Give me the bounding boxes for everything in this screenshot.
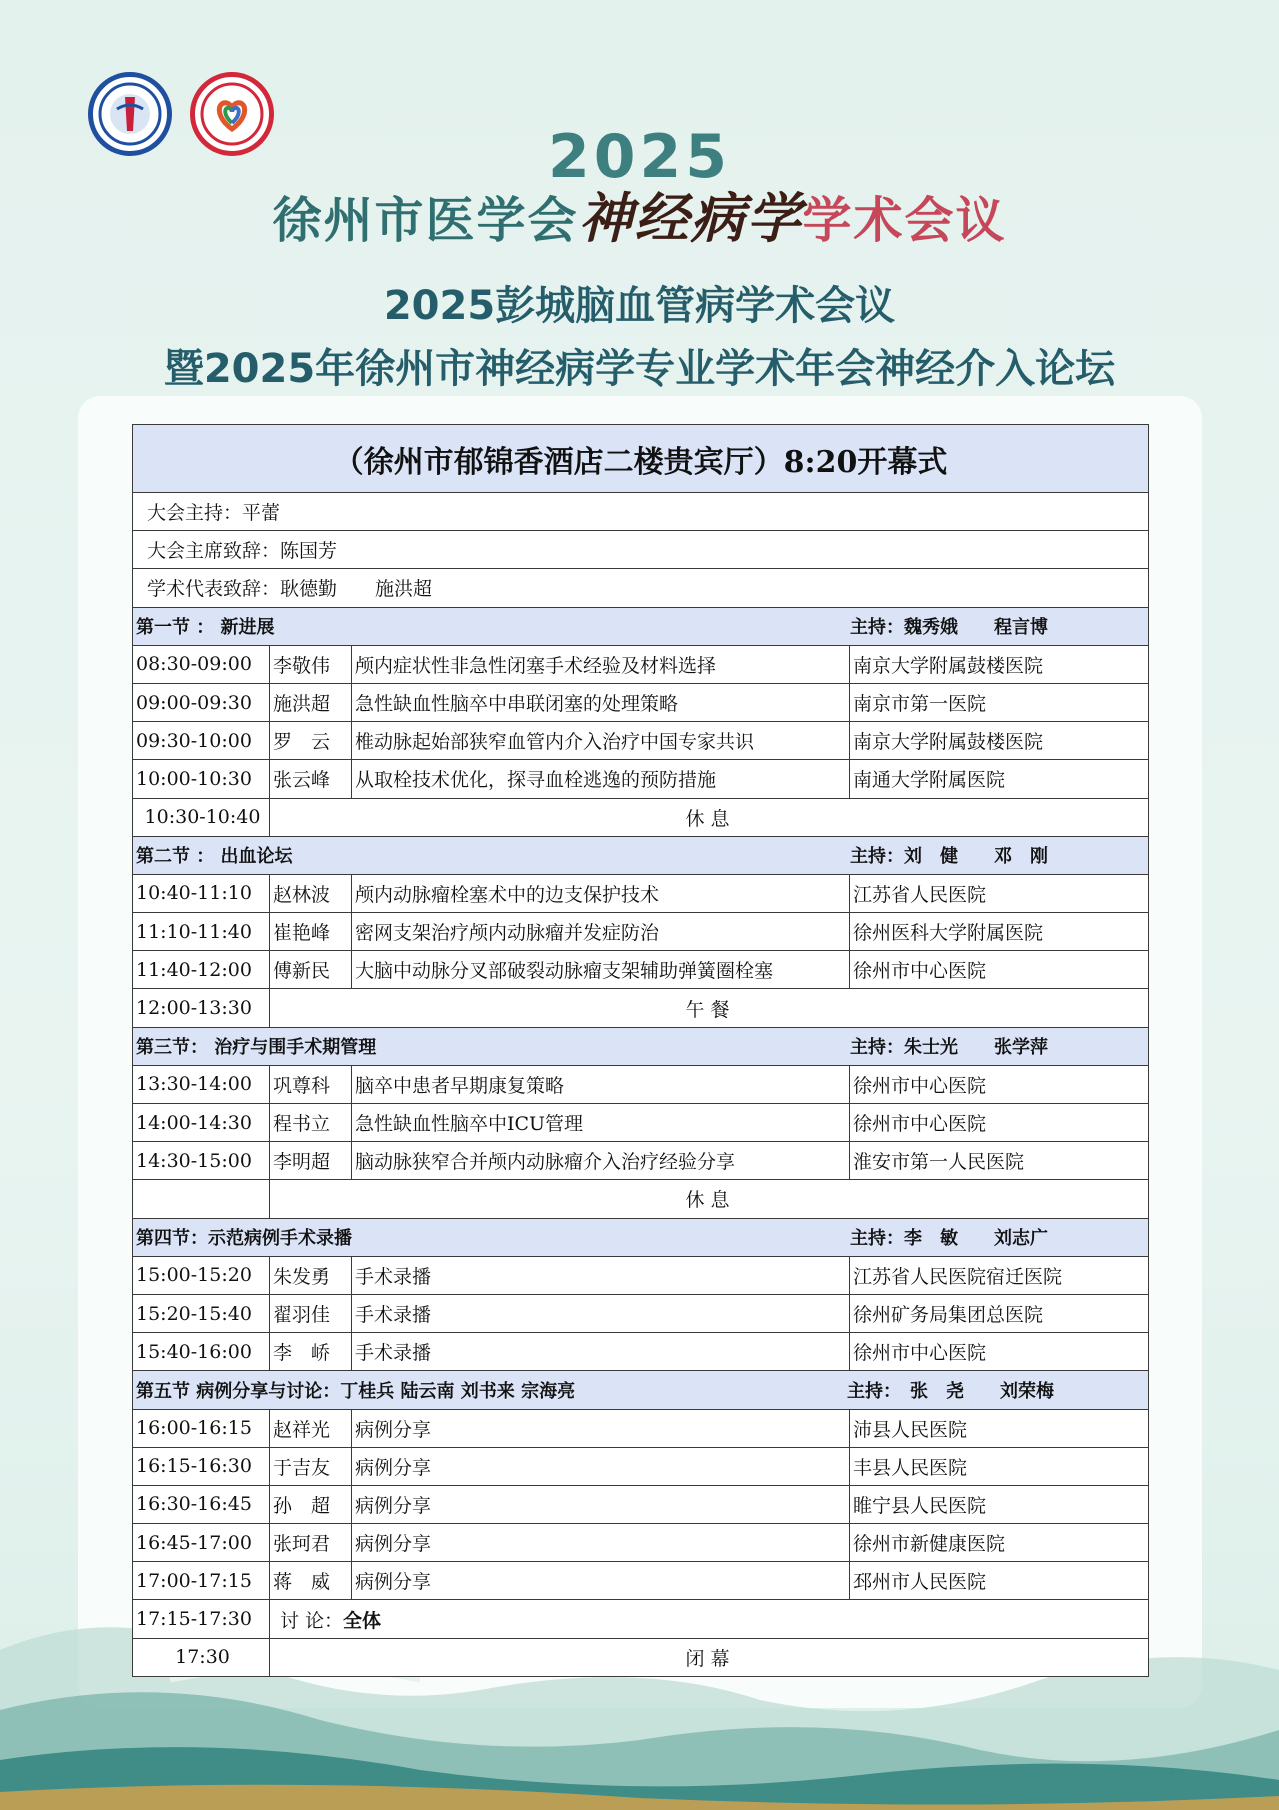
opening-chair-speech: 大会主席致辞：陈国芳 bbox=[133, 531, 1149, 569]
section-header bbox=[133, 607, 1149, 645]
speaker-cell: 于吉友 bbox=[270, 1447, 352, 1485]
table-row bbox=[133, 1104, 1149, 1142]
title-part-calligraphy: 神经病学 bbox=[578, 186, 803, 250]
speaker-cell: 翟羽佳 bbox=[270, 1294, 352, 1332]
break-row bbox=[133, 798, 1149, 836]
section-header bbox=[133, 1371, 1149, 1409]
org-cell: 南京市第一医院 bbox=[850, 683, 1149, 721]
org-cell: 南通大学附属医院 bbox=[850, 760, 1149, 798]
topic-cell: 病例分享 bbox=[352, 1562, 850, 1600]
topic-cell: 急性缺血性脑卒中ICU管理 bbox=[352, 1104, 850, 1142]
topic-cell: 颅内动脉瘤栓塞术中的边支保护技术 bbox=[352, 874, 850, 912]
org-cell: 淮安市第一人民医院 bbox=[850, 1142, 1149, 1180]
topic-cell: 密网支架治疗颅内动脉瘤并发症防治 bbox=[352, 913, 850, 951]
subtitle-1: 2025彭城脑血管病学术会议 bbox=[383, 283, 896, 329]
table-row bbox=[133, 1485, 1149, 1523]
topic-cell: 颅内症状性非急性闭塞手术经验及材料选择 bbox=[352, 645, 850, 683]
table-row bbox=[133, 913, 1149, 951]
section-host: 主持：李 敏 刘志广 bbox=[850, 1228, 1049, 1250]
speaker-cell: 蒋 威 bbox=[270, 1562, 352, 1600]
time-cell: 11:10-11:40 bbox=[133, 913, 270, 951]
table-row bbox=[133, 1409, 1149, 1447]
time-cell: 16:15-16:30 bbox=[133, 1447, 270, 1485]
topic-cell: 病例分享 bbox=[352, 1409, 850, 1447]
time-cell: 09:30-10:00 bbox=[133, 722, 270, 760]
topic-cell: 手术录播 bbox=[352, 1256, 850, 1294]
org-cell: 江苏省人民医院宿迁医院 bbox=[850, 1256, 1149, 1294]
speaker-cell: 孙 超 bbox=[270, 1485, 352, 1523]
topic-cell: 病例分享 bbox=[352, 1485, 850, 1523]
table-row bbox=[133, 1142, 1149, 1180]
table-row bbox=[133, 1256, 1149, 1294]
topic-cell: 手术录播 bbox=[352, 1333, 850, 1371]
section-host: 主持： 张 尧 刘荣梅 bbox=[847, 1380, 1055, 1402]
section-header bbox=[133, 1218, 1149, 1256]
org-cell: 睢宁县人民医院 bbox=[850, 1485, 1149, 1523]
org-cell: 丰县人民医院 bbox=[850, 1447, 1149, 1485]
table-row bbox=[133, 874, 1149, 912]
main-title bbox=[0, 176, 1279, 253]
topic-cell: 大脑中动脉分叉部破裂动脉瘤支架辅助弹簧圈栓塞 bbox=[352, 951, 850, 989]
table-row bbox=[133, 722, 1149, 760]
time-cell: 17:15-17:30 bbox=[133, 1600, 270, 1638]
break-time: 10:30-10:40 bbox=[133, 798, 270, 836]
table-row bbox=[133, 645, 1149, 683]
table-row bbox=[133, 1524, 1149, 1562]
year-label: 2025 bbox=[548, 122, 731, 192]
section-header bbox=[133, 836, 1149, 874]
speaker-cell: 施洪超 bbox=[270, 683, 352, 721]
time-cell: 14:00-14:30 bbox=[133, 1104, 270, 1142]
org-cell: 徐州市中心医院 bbox=[850, 1104, 1149, 1142]
topic-cell: 椎动脉起始部狭窄血管内介入治疗中国专家共识 bbox=[352, 722, 850, 760]
section-host: 主持：刘 健 邓 刚 bbox=[850, 846, 1049, 868]
section-host: 主持：魏秀娥 程言博 bbox=[850, 617, 1049, 639]
table-row bbox=[133, 1447, 1149, 1485]
org-cell: 沛县人民医院 bbox=[850, 1409, 1149, 1447]
section-title: 第五节 病例分享与讨论：丁桂兵 陆云南 刘书来 宗海亮 bbox=[136, 1380, 576, 1402]
topic-cell: 病例分享 bbox=[352, 1524, 850, 1562]
table-row bbox=[133, 1065, 1149, 1103]
time-cell: 17:00-17:15 bbox=[133, 1562, 270, 1600]
org-cell: 徐州医科大学附属医院 bbox=[850, 913, 1149, 951]
speaker-cell: 巩尊科 bbox=[270, 1065, 352, 1103]
break-row bbox=[133, 989, 1149, 1027]
org-cell: 江苏省人民医院 bbox=[850, 874, 1149, 912]
topic-cell: 脑动脉狭窄合并颅内动脉瘤介入治疗经验分享 bbox=[352, 1142, 850, 1180]
title-part-org: 徐州市医学会 bbox=[272, 192, 579, 249]
break-label: 休息 bbox=[270, 798, 1149, 836]
time-cell: 16:00-16:15 bbox=[133, 1409, 270, 1447]
speaker-cell: 张珂君 bbox=[270, 1524, 352, 1562]
topic-cell: 从取栓技术优化，探寻血栓逃逸的预防措施 bbox=[352, 760, 850, 798]
topic-cell: 急性缺血性脑卒中串联闭塞的处理策略 bbox=[352, 683, 850, 721]
discussion-who: 全体 bbox=[343, 1609, 382, 1632]
table-row bbox=[133, 951, 1149, 989]
org-cell: 徐州市新健康医院 bbox=[850, 1524, 1149, 1562]
speaker-cell: 崔艳峰 bbox=[270, 913, 352, 951]
time-cell: 16:30-16:45 bbox=[133, 1485, 270, 1523]
time-cell: 15:00-15:20 bbox=[133, 1256, 270, 1294]
opening-academic-speech: 学术代表致辞：耿德勤 施洪超 bbox=[133, 569, 1149, 607]
table-row bbox=[133, 1562, 1149, 1600]
org-cell: 邳州市人民医院 bbox=[850, 1562, 1149, 1600]
time-cell: 09:00-09:30 bbox=[133, 683, 270, 721]
section-title: 第一节 ： 新进展 bbox=[136, 617, 275, 639]
opening-host: 大会主持：平蕾 bbox=[133, 493, 1149, 531]
title-part-meeting: 学术会议 bbox=[802, 192, 1007, 249]
section-title: 第二节 ： 出血论坛 bbox=[136, 846, 293, 868]
org-cell: 徐州市中心医院 bbox=[850, 951, 1149, 989]
table-row bbox=[133, 683, 1149, 721]
speaker-cell: 赵林波 bbox=[270, 874, 352, 912]
time-cell: 17:30 bbox=[133, 1638, 270, 1676]
topic-cell: 脑卒中患者早期康复策略 bbox=[352, 1065, 850, 1103]
closing-label: 闭幕 bbox=[270, 1638, 1149, 1676]
topic-cell: 手术录播 bbox=[352, 1294, 850, 1332]
discussion-row bbox=[133, 1600, 1149, 1638]
speaker-cell: 赵祥光 bbox=[270, 1409, 352, 1447]
speaker-cell: 李明超 bbox=[270, 1142, 352, 1180]
break-time bbox=[133, 1180, 270, 1218]
subtitle-2: 暨2025年徐州市神经病学专业学术年会神经介入论坛 bbox=[163, 346, 1116, 392]
org-cell: 徐州矿务局集团总医院 bbox=[850, 1294, 1149, 1332]
break-label: 休息 bbox=[270, 1180, 1149, 1218]
break-label: 午餐 bbox=[270, 989, 1149, 1027]
break-row bbox=[133, 1180, 1149, 1218]
section-title: 第三节： 治疗与围手术期管理 bbox=[136, 1037, 377, 1059]
org-cell: 南京大学附属鼓楼医院 bbox=[850, 722, 1149, 760]
table-row bbox=[133, 1294, 1149, 1332]
discussion-cell bbox=[270, 1600, 1149, 1638]
closing-row bbox=[133, 1638, 1149, 1676]
speaker-cell: 罗 云 bbox=[270, 722, 352, 760]
org-cell: 南京大学附属鼓楼医院 bbox=[850, 645, 1149, 683]
discussion-label: 讨 论： bbox=[280, 1609, 344, 1632]
time-cell: 15:20-15:40 bbox=[133, 1294, 270, 1332]
venue-header: （徐州市郁锦香酒店二楼贵宾厅）8:20开幕式 bbox=[133, 425, 1149, 493]
time-cell: 11:40-12:00 bbox=[133, 951, 270, 989]
section-host: 主持：朱士光 张学萍 bbox=[850, 1037, 1049, 1059]
speaker-cell: 李敬伟 bbox=[270, 645, 352, 683]
time-cell: 10:40-11:10 bbox=[133, 874, 270, 912]
time-cell: 10:00-10:30 bbox=[133, 760, 270, 798]
time-cell: 08:30-09:00 bbox=[133, 645, 270, 683]
org-cell: 徐州市中心医院 bbox=[850, 1065, 1149, 1103]
speaker-cell: 朱发勇 bbox=[270, 1256, 352, 1294]
table-row bbox=[133, 760, 1149, 798]
time-cell: 15:40-16:00 bbox=[133, 1333, 270, 1371]
schedule-table bbox=[132, 424, 1149, 1677]
break-time: 12:00-13:30 bbox=[133, 989, 270, 1027]
speaker-cell: 李 峤 bbox=[270, 1333, 352, 1371]
time-cell: 14:30-15:00 bbox=[133, 1142, 270, 1180]
topic-cell: 病例分享 bbox=[352, 1447, 850, 1485]
time-cell: 16:45-17:00 bbox=[133, 1524, 270, 1562]
speaker-cell: 张云峰 bbox=[270, 760, 352, 798]
time-cell: 13:30-14:00 bbox=[133, 1065, 270, 1103]
org-cell: 徐州市中心医院 bbox=[850, 1333, 1149, 1371]
speaker-cell: 程书立 bbox=[270, 1104, 352, 1142]
section-header bbox=[133, 1027, 1149, 1065]
section-title: 第四节：示范病例手术录播 bbox=[136, 1228, 352, 1250]
speaker-cell: 傅新民 bbox=[270, 951, 352, 989]
table-row bbox=[133, 1333, 1149, 1371]
